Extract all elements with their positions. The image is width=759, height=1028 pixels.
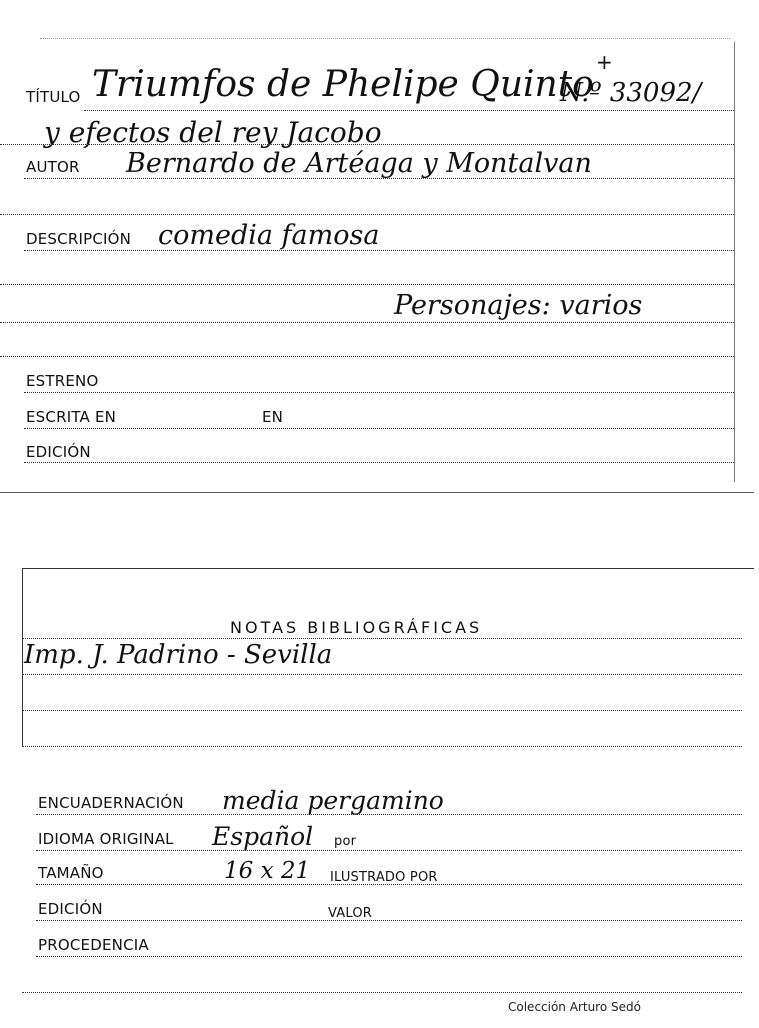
autor-line [24,178,734,179]
encuadernacion-line [36,814,742,815]
catalog-card-bottom [22,568,754,1028]
idioma-line [36,850,742,851]
escrita-line [24,428,734,429]
card-top-edge [40,38,730,39]
blank-line-1 [0,214,734,215]
descripcion-line [24,250,734,251]
edicion-line-bottom [36,920,742,921]
notas-heading: NOTAS BIBLIOGRÁFICAS [230,618,483,637]
idioma-label: IDIOMA ORIGINAL [38,830,174,848]
descripcion-label: DESCRIPCIÓN [26,230,132,248]
blank-line-2 [0,284,734,285]
titulo-value-line1: Triumfos de Phelipe Quinto [92,64,594,105]
notas-line-3 [22,710,742,711]
titulo-numero: N.º 33092/ [560,78,702,108]
catalog-card-top [0,38,738,494]
card-bottom-edge [0,492,754,493]
notas-line-2 [22,674,742,675]
autor-value: Bernardo de Artéaga y Montalvan [126,148,592,179]
tamano-label: TAMAÑO [38,864,104,882]
en-label: EN [262,408,284,426]
procedencia-line [36,956,742,957]
estreno-line [24,392,734,393]
bottom-edicion-label: EDICIÓN [38,900,103,918]
autor-label: AUTOR [26,158,80,176]
tamano-line [36,884,742,885]
coleccion-footer: Colección Arturo Sedó [508,1000,641,1014]
edicion-line [24,462,734,463]
blank-line-3 [0,322,734,323]
bottom-blank-line [22,992,742,993]
edicion-label: EDICIÓN [26,443,91,461]
ilustrado-label: ILUSTRADO POR [330,870,438,885]
card-top-border [22,568,754,569]
descripcion-value: comedia famosa [158,220,380,251]
notas-value: Imp. J. Padrino - Sevilla [24,640,333,670]
personajes-value: Personajes: varios [394,290,643,321]
valor-label: VALOR [328,906,372,921]
idioma-value: Español [212,822,314,851]
blank-line-4 [0,356,734,357]
notas-line-4 [22,746,742,747]
por-label: por [334,834,357,849]
card-left-border [22,568,23,746]
encuadernacion-label: ENCUADERNACIÓN [38,794,184,812]
titulo-line-2 [0,144,734,145]
procedencia-label: PROCEDENCIA [38,936,149,954]
titulo-label: TÍTULO [26,88,81,106]
titulo-value-line2: y efectos del rey Jacobo [44,116,382,149]
tamano-value: 16 x 21 [224,858,311,884]
escrita-en-label: ESCRITA EN [26,408,117,426]
titulo-line [84,110,734,111]
numero-mark: + [596,50,613,74]
notas-line-1 [22,638,742,639]
card-right-border [734,42,735,482]
estreno-label: ESTRENO [26,372,99,390]
encuadernacion-value: media pergamino [222,786,444,815]
